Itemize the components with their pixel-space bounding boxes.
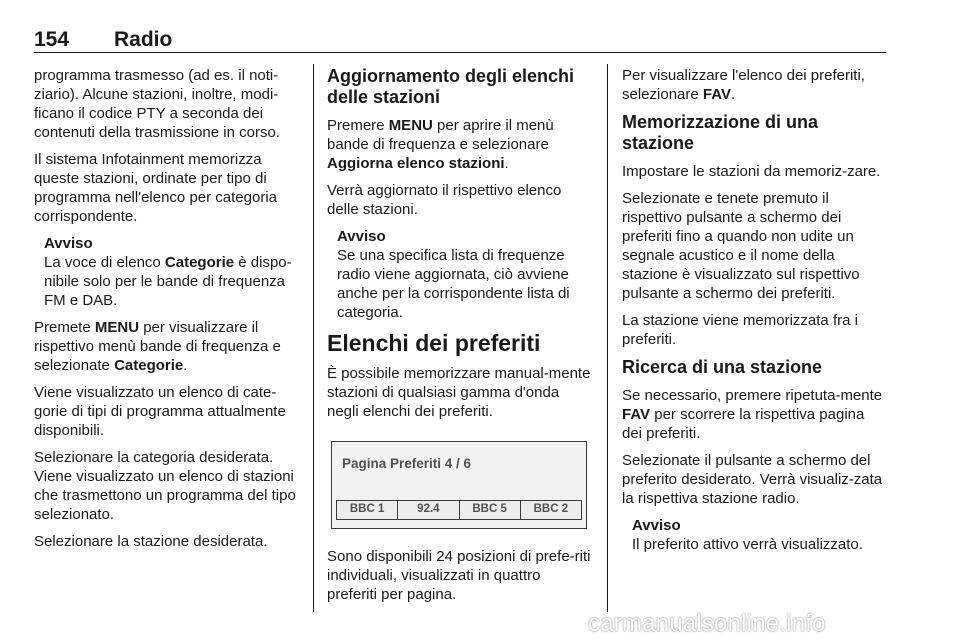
paragraph: La stazione viene memorizzata fra i preferiti. bbox=[622, 312, 858, 348]
paragraph bbox=[622, 386, 886, 443]
watermark: carmanualsonline.info bbox=[588, 610, 826, 637]
screen-title: Pagina Preferiti 4 / 6 bbox=[342, 456, 472, 471]
column-divider-1 bbox=[313, 64, 314, 612]
page-title: Radio bbox=[114, 28, 173, 51]
paragraph bbox=[327, 116, 591, 173]
page-header bbox=[34, 28, 886, 52]
favourite-button: BBC 2 bbox=[533, 503, 569, 515]
text-run: Premete bbox=[34, 319, 95, 336]
paragraph: programma trasmesso (ad es. il noti-ziario). Alcune stazioni, inoltre, modi-ficano il codice PTY a seconda dei contenuti della trasmissione in corso. bbox=[34, 67, 280, 141]
note-text: Il preferito attivo verrà visualizzato. bbox=[632, 536, 863, 553]
text-run: Per visualizzare l'elenco dei preferiti, selezionare bbox=[622, 67, 865, 103]
keyword-aggiorna: Aggiorna elenco stazioni bbox=[327, 155, 505, 172]
paragraph: Selezionate e tenete premuto il rispettivo pulsante a schermo dei preferiti fino a quando non udite un segnale acustico e il nome della stazione è visualizzato sul rispettivo pulsante a schermo dei preferiti. bbox=[622, 190, 860, 302]
section-heading: Ricerca di una stazione bbox=[622, 357, 823, 377]
paragraph: Impostare le stazioni da memoriz-zare. bbox=[622, 163, 881, 180]
section-heading: Aggiornamento degli elenchi delle stazioni bbox=[327, 66, 575, 107]
note-box bbox=[622, 516, 886, 554]
chapter-heading: Elenchi dei preferiti bbox=[327, 330, 541, 356]
keyword-categorie: Categorie bbox=[114, 357, 184, 374]
favourite-button: 92.4 bbox=[398, 501, 459, 519]
text-run: Premere bbox=[327, 117, 389, 134]
paragraph bbox=[622, 66, 886, 104]
note-title: Avviso bbox=[632, 517, 681, 534]
favourites-screen-illustration bbox=[327, 435, 591, 535]
keyword-fav: FAV bbox=[622, 406, 651, 423]
note-box bbox=[34, 234, 298, 310]
note-text: La voce di elenco bbox=[44, 254, 165, 271]
text-run: . bbox=[504, 155, 509, 172]
text-run: . bbox=[730, 86, 736, 103]
page-number: 154 bbox=[34, 28, 70, 51]
keyword-menu: MENU bbox=[94, 319, 140, 336]
screen-frame bbox=[331, 441, 587, 529]
paragraph: Selezionate il pulsante a schermo del preferito desiderato. Verrà visualiz-zata la rispettiva stazione radio. bbox=[622, 452, 883, 507]
keyword-fav: FAV bbox=[702, 86, 731, 103]
paragraph bbox=[34, 318, 298, 375]
text-run: per scorrere la rispettiva pagina dei preferiti. bbox=[622, 406, 865, 442]
text-run: per aprire il menù bande di frequenza e selezionare bbox=[327, 117, 554, 153]
note-title: Avviso bbox=[337, 228, 386, 245]
note-text: è dispo-nibile solo per le bande di frequenza FM e DAB. bbox=[44, 254, 292, 309]
note-title: Avviso bbox=[44, 235, 93, 252]
column-1 bbox=[34, 66, 298, 559]
paragraph: Viene visualizzato un elenco di cate-gorie di tipi di programma attualmente disponibili. bbox=[34, 384, 286, 439]
column-2 bbox=[327, 66, 591, 612]
note-text: Se una specifica lista di frequenze radio viene aggiornata, ciò avviene anche per la corrispondente lista di categoria. bbox=[337, 247, 570, 321]
header-divider bbox=[34, 52, 886, 53]
section-heading: Memorizzazione di una stazione bbox=[622, 112, 819, 153]
column-divider-2 bbox=[607, 64, 608, 612]
keyword-menu: MENU bbox=[388, 117, 433, 134]
favourite-buttons-row bbox=[336, 500, 582, 520]
column-3 bbox=[622, 66, 886, 562]
paragraph: Sono disponibili 24 posizioni di prefe-riti individuali, visualizzati in quattro preferiti per pagina. bbox=[327, 548, 591, 603]
text-run: per visualizzare il rispettivo menù bande di frequenza e selezionate bbox=[34, 319, 281, 374]
text-run: . bbox=[183, 357, 188, 374]
text-run: Se necessario, premere ripetuta-mente bbox=[622, 387, 883, 404]
paragraph: È possibile memorizzare manual-mente stazioni di qualsiasi gamma d'onda negli elenchi dei preferiti. bbox=[327, 365, 591, 420]
note-keyword: Categorie bbox=[164, 254, 235, 271]
paragraph: Selezionare la stazione desiderata. bbox=[34, 533, 268, 550]
paragraph: Selezionare la categoria desiderata. Viene visualizzato un elenco di stazioni che trasmettono un programma del tipo selezionato. bbox=[34, 449, 296, 523]
note-box bbox=[327, 227, 591, 322]
paragraph: Il sistema Infotainment memorizza queste stazioni, ordinate per tipo di programma nell'elenco per categoria corrispondente. bbox=[34, 151, 277, 225]
paragraph: Verrà aggiornato il rispettivo elenco delle stazioni. bbox=[327, 182, 562, 218]
favourite-button: BBC 5 bbox=[460, 501, 521, 519]
favourite-button: BBC 1 bbox=[337, 501, 398, 519]
